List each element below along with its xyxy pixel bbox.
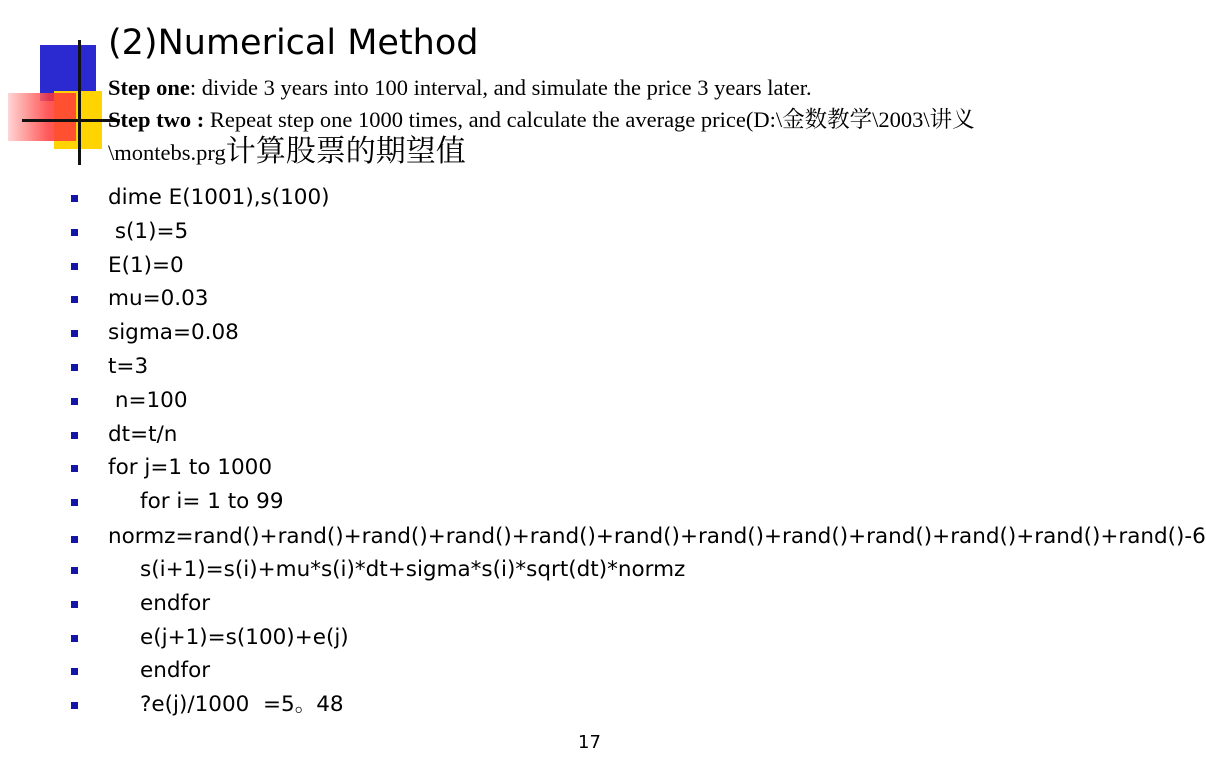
code-line: for i= 1 to 99 (0, 485, 978, 519)
code-line: sigma=0.08 (0, 316, 978, 350)
code-line: s(1)=5 (0, 215, 978, 249)
slide-title: (2)Numerical Method (108, 23, 479, 63)
code-line: ?e(j)/1000 =5。48 (0, 688, 978, 722)
code-line: e(j+1)=s(100)+e(j) (0, 621, 978, 655)
code-list (0, 181, 1206, 722)
steps-text (108, 72, 1003, 169)
code-line: endfor (0, 587, 978, 621)
slide-decoration (0, 0, 120, 170)
code-line: for j=1 to 1000 (0, 451, 978, 485)
step-one-label: Step one (108, 75, 190, 100)
page-number: 17 (578, 732, 601, 753)
step-two-zh: 计算股票的期望值 (225, 135, 466, 168)
code-line: s(i+1)=s(i)+mu*s(i)*dt+sigma*s(i)*sqrt(dt)*normz (0, 553, 978, 587)
code-line: dt=t/n (0, 418, 978, 452)
code-line: n=100 (0, 384, 978, 418)
code-line: E(1)=0 (0, 249, 978, 283)
code-line: t=3 (0, 350, 978, 384)
step-two (108, 104, 1003, 169)
code-line: endfor (0, 654, 978, 688)
step-one-text: : divide 3 years into 100 interval, and simulate the price 3 years later. (189, 75, 812, 100)
step-one (108, 72, 1003, 104)
code-line: normz=rand()+rand()+rand()+rand()+rand()+rand()+rand()+rand()+rand()+rand()+rand()+rand()-6 (0, 519, 978, 553)
code-line: mu=0.03 (0, 282, 978, 316)
code-line: dime E(1001),s(100) (0, 181, 978, 215)
step-two-label: Step two : (108, 107, 205, 132)
step-two-text: Repeat step one 1000 times, and calculate the average price(D:\金数教学\2003\讲义\montebs.prg (108, 107, 975, 165)
